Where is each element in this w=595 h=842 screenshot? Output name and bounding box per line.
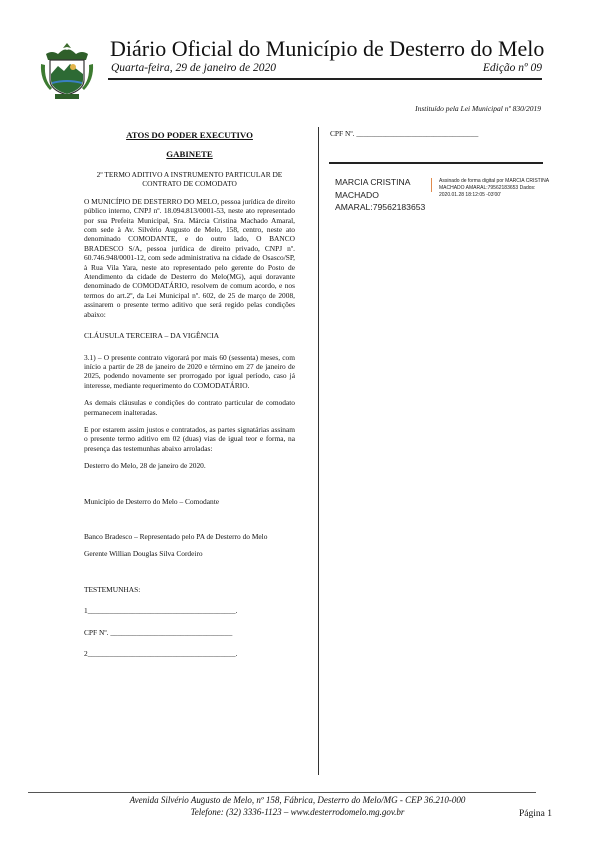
header-divider: [108, 78, 542, 80]
signature-name: MARCIA CRISTINA MACHADO AMARAL:79562183653: [335, 177, 426, 212]
edition-number: Edição nº 09: [482, 62, 542, 74]
clause-paragraph: 3.1) – O presente contrato vigorará por mais 60 (sessenta) meses, com início a partir de 28 de janeiro de 2020 e término em 27 de janeiro de 2025, podendo novamente ser prorrogado por igual período, caso já interesse, mediante requerimento do COMODATÁRIO.: [84, 352, 295, 390]
coat-of-arms-icon: [36, 40, 98, 102]
section-subtitle: GABINETE: [166, 149, 213, 159]
newspaper-title: Diário Oficial do Município de Desterro do Melo: [110, 36, 545, 61]
signature-line: [329, 162, 543, 164]
other-clauses-paragraph: As demais cláusulas e condições do contrato particular de comodato permanecem inalteradas.: [84, 398, 295, 417]
section-title: ATOS DO PODER EXECUTIVO: [126, 130, 253, 140]
instituted-by-note: Instituído pela Lei Municipal nº 830/2019: [415, 104, 541, 113]
signer-comodante: Município de Desterro do Melo – Comodante: [84, 496, 220, 506]
place-date: Desterro do Melo, 28 de janeiro de 2020.: [84, 461, 206, 471]
left-column: [84, 129, 295, 658]
signer-manager: Gerente Willian Douglas Silva Cordeiro: [84, 549, 203, 559]
page-number: Página 1: [519, 809, 552, 819]
witness-1-line: 1________________________________________.: [84, 606, 238, 616]
signature-details: Assinado de forma digital por MARCIA CRISTINA MACHADO AMARAL:79562183653 Dados: 2020.01.28 18:12:05 -03'00': [439, 178, 549, 198]
cpf-line: CPF Nº. _________________________________: [330, 129, 479, 138]
column-divider: [318, 127, 319, 775]
footer-address: Avenida Silvério Augusto de Melo, nº 158, Fábrica, Desterro do Melo/MG - CEP 36.210-000: [129, 795, 466, 805]
witness-cpf-line: CPF Nº. _________________________________: [84, 627, 233, 637]
witnesses-label: TESTEMUNHAS:: [84, 584, 141, 594]
closing-paragraph: E por estarem assim justos e contratados, as partes signatárias assinam o presente termo aditivo em 02 (duas) vias de igual teor e forma, na presença das testemunhas abaixo arroladas:: [84, 424, 295, 453]
document-heading: 2º TERMO ADITIVO A INSTRUMENTO PARTICULAR DE CONTRATO DE COMODATO: [96, 170, 283, 189]
signer-bank: Banco Bradesco – Representado pelo PA de Desterro do Melo: [84, 531, 268, 541]
footer-divider: [28, 792, 536, 793]
clause-title: CLÁUSULA TERCEIRA – DA VIGÊNCIA: [84, 331, 220, 341]
issue-date: Quarta-feira, 29 de janeiro de 2020: [111, 62, 277, 74]
footer-contact: Telefone: (32) 3336-1123 – www.desterrodomelo.mg.gov.br: [190, 807, 405, 817]
digital-signature: [335, 176, 547, 220]
witness-2-line: 2________________________________________.: [84, 649, 238, 658]
intro-paragraph: O MUNICÍPIO DE DESTERRO DO MELO, pessoa jurídica de direito público interno, CNPJ nº. 18.094.813/0001-53, neste ato representado por sua Prefeita Municipal, Sra. Márcia Cristina Machado Amaral, com sede à Av. Silvério Augusto de Melo, 158, centro, neste ato denominado COMODANTE, e do outro lado, O BANCO BRADESCO S/A, pessoa jurídica de direito privado, CNPJ nº. 60.746.948/0001-12, com sede administrativa na cidade de Osasco/SP, à Rua Vila Yara, neste ato representado pelo gerente do Posto de Atendimento da cidade de Desterro do Melo(MG), aqui doravante denominado de COMODATÁRIO, resolvem de comum acordo, e nos termos do art.2º, da Lei Municipal nº. 602, de 25 de março de 2008, assinarem o presente termo aditivo que será regido pelas condições abaixo:: [84, 196, 296, 319]
signature-accent-bar: [431, 178, 432, 192]
